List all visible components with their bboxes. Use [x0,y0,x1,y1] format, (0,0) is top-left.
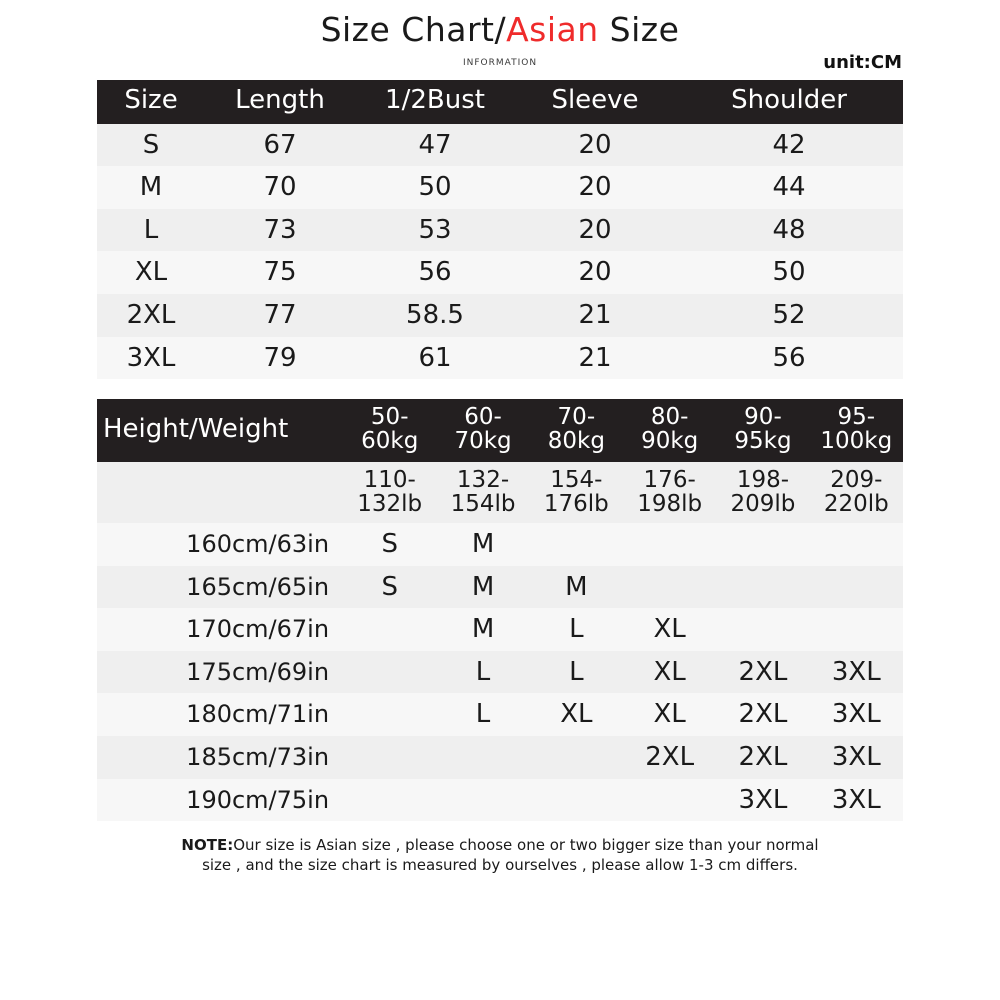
cell-recommended-size [623,779,716,822]
cell-recommended-size: 3XL [810,779,903,822]
column-header-sleeve: Sleeve [515,80,675,123]
cell-bust: 53 [355,209,515,252]
cell-recommended-size: 3XL [810,693,903,736]
cell-bust: 50 [355,166,515,209]
cell-recommended-size: XL [623,651,716,694]
cell-recommended-size [343,736,436,779]
cell-size: L [97,209,205,252]
cell-size: XL [97,251,205,294]
column-header-weight-kg: 90-95kg [716,399,809,462]
cell-length: 67 [205,124,355,167]
note-line-1: Our size is Asian size , please choose one or two bigger size than your normal [233,836,819,855]
title-text-secondary: Size [598,10,680,49]
cell-recommended-size: 2XL [623,736,716,779]
cell-recommended-size [530,523,623,566]
cell-length: 73 [205,209,355,252]
cell-sleeve: 20 [515,209,675,252]
column-header-length: Length [205,80,355,123]
cell-sleeve: 20 [515,124,675,167]
table-row [97,166,903,209]
cell-bust: 58.5 [355,294,515,337]
cell-shoulder: 50 [675,251,903,294]
note-line-2: size , and the size chart is measured by ourselves , please allow 1-3 cm differs. [202,856,798,875]
cell-shoulder: 52 [675,294,903,337]
table-row [97,251,903,294]
table-row [97,523,903,566]
column-header-weight-kg: 60-70kg [436,399,529,462]
unit-label: unit:CM [823,52,902,73]
cell-recommended-size [343,693,436,736]
table-row [97,651,903,694]
cell-height: 185cm/73in [97,736,343,779]
column-header-bust: 1/2Bust [355,80,515,123]
cell-recommended-size [343,779,436,822]
table-row [97,736,903,779]
cell-shoulder: 48 [675,209,903,252]
title-text-primary: Size Chart/ [320,10,507,49]
table-row [97,294,903,337]
cell-recommended-size [810,523,903,566]
cell-recommended-size: L [436,651,529,694]
cell-sleeve: 20 [515,166,675,209]
table-row [97,566,903,609]
table-header-row [97,399,903,462]
column-header-shoulder: Shoulder [675,80,903,123]
cell-weight-lb: 176-198lb [623,462,716,523]
cell-length: 75 [205,251,355,294]
cell-recommended-size: 2XL [716,693,809,736]
cell-height: 180cm/71in [97,693,343,736]
cell-shoulder: 56 [675,337,903,380]
page-title [0,0,1000,48]
cell-recommended-size: 3XL [810,736,903,779]
note-label: NOTE: [181,836,234,855]
cell-bust: 47 [355,124,515,167]
cell-recommended-size [530,736,623,779]
cell-size: S [97,124,205,167]
cell-recommended-size: L [530,651,623,694]
column-header-size: Size [97,80,205,123]
cell-weight-lb: 209-220lb [810,462,903,523]
cell-recommended-size [716,523,809,566]
title-text-accent: Asian [506,10,599,49]
cell-recommended-size [716,566,809,609]
cell-recommended-size: L [530,608,623,651]
cell-weight-lb: 154-176lb [530,462,623,523]
table-row [97,209,903,252]
cell-weight-lb: 198-209lb [716,462,809,523]
cell-height: 170cm/67in [97,608,343,651]
cell-shoulder: 42 [675,124,903,167]
table-row [97,693,903,736]
note-section [97,835,903,876]
cell-height: 165cm/65in [97,566,343,609]
cell-recommended-size [810,566,903,609]
table-row [97,779,903,822]
cell-recommended-size [623,523,716,566]
size-measurement-table [97,80,903,379]
cell-height: 190cm/75in [97,779,343,822]
height-weight-table [97,399,903,821]
cell-recommended-size: L [436,693,529,736]
column-header-weight-kg: 50-60kg [343,399,436,462]
cell-recommended-size [810,608,903,651]
cell-sleeve: 21 [515,337,675,380]
cell-length: 77 [205,294,355,337]
table-header-row [97,80,903,123]
cell-recommended-size [716,608,809,651]
cell-recommended-size: 2XL [716,736,809,779]
cell-recommended-size: M [436,566,529,609]
cell-recommended-size: XL [623,693,716,736]
information-subtitle: INFORMATION [462,58,538,69]
column-header-weight-kg: 80-90kg [623,399,716,462]
cell-bust: 56 [355,251,515,294]
cell-recommended-size: 2XL [716,651,809,694]
cell-recommended-size: XL [623,608,716,651]
cell-recommended-size: 3XL [810,651,903,694]
cell-recommended-size: XL [530,693,623,736]
cell-shoulder: 44 [675,166,903,209]
cell-sleeve: 21 [515,294,675,337]
table-row [97,124,903,167]
cell-recommended-size: M [436,523,529,566]
table-row [97,337,903,380]
cell-recommended-size [436,779,529,822]
column-header-weight-kg: 95-100kg [810,399,903,462]
cell-recommended-size: S [343,566,436,609]
table-row [97,608,903,651]
cell-height: 160cm/63in [97,523,343,566]
cell-recommended-size: 3XL [716,779,809,822]
cell-recommended-size [436,736,529,779]
cell-size: 3XL [97,337,205,380]
cell-recommended-size: M [530,566,623,609]
weight-lb-row [97,462,903,523]
column-header-height-weight: Height/Weight [97,399,343,462]
cell-sleeve: 20 [515,251,675,294]
cell-recommended-size: M [436,608,529,651]
cell-recommended-size [343,608,436,651]
cell-weight-lb: 132-154lb [436,462,529,523]
cell-recommended-size [623,566,716,609]
cell-length: 79 [205,337,355,380]
cell-empty [97,462,343,523]
cell-height: 175cm/69in [97,651,343,694]
column-header-weight-kg: 70-80kg [530,399,623,462]
cell-size: 2XL [97,294,205,337]
cell-weight-lb: 110-132lb [343,462,436,523]
cell-recommended-size [343,651,436,694]
cell-recommended-size: S [343,523,436,566]
cell-length: 70 [205,166,355,209]
cell-recommended-size [530,779,623,822]
cell-size: M [97,166,205,209]
cell-bust: 61 [355,337,515,380]
